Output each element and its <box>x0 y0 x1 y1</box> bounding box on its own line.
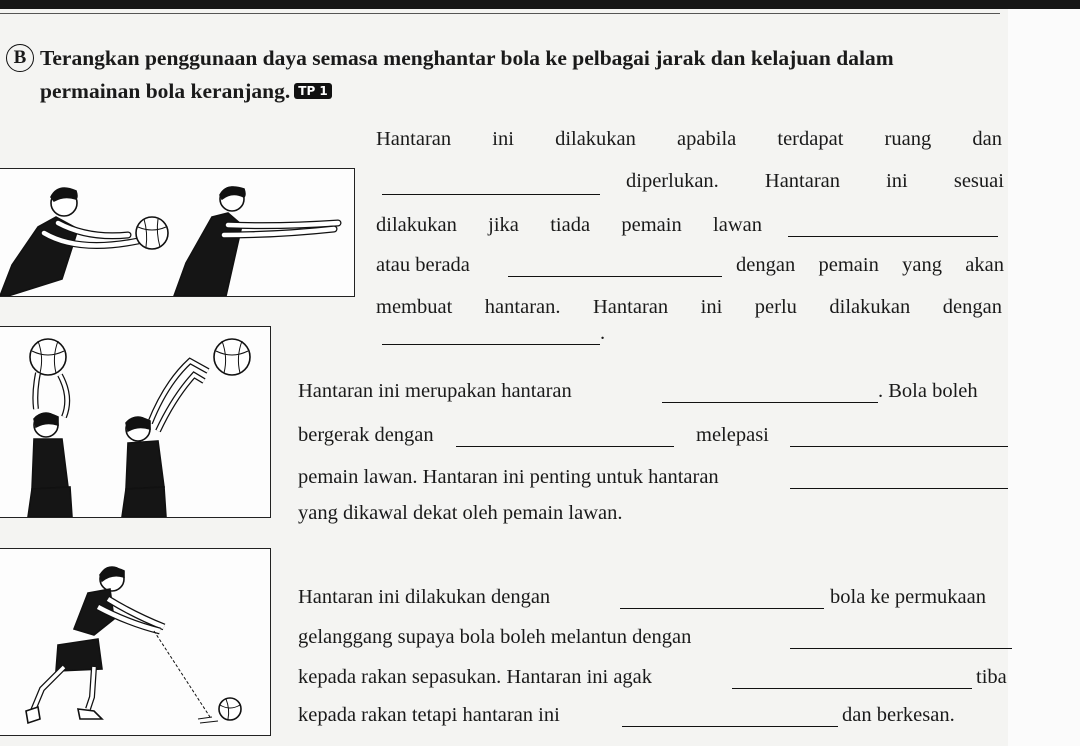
overhead-pass-illustration <box>0 326 271 518</box>
question-heading <box>13 42 1010 108</box>
question-letter: B <box>6 44 34 72</box>
top-dark-bar <box>0 0 1080 9</box>
section-1-text: Hantaran ini dilakukan apabila terdapat ruang dan diperlukan. Hantaran ini sesuai dilakukan jika tiada pemain lawan atau berada dengan pemain yang akan membuat hantaran. Hantaran ini perlu dilakukan dengan . <box>376 128 1004 344</box>
section-2-text: Hantaran ini merupakan hantaran . Bola boleh bergerak dengan melepasi pemain lawan. Hantaran ini penting untuk hantaran yang dikawal dekat oleh pemain lawan. <box>298 380 1010 530</box>
section-3-text: Hantaran ini dilakukan dengan bola ke permukaan gelanggang supaya bola boleh melantun dengan kepada rakan sepasukan. Hantaran ini agak tiba kepada rakan tetapi hantaran ini dan berkesan. <box>298 586 1012 736</box>
blank-10[interactable] <box>790 630 1012 649</box>
chest-pass-figures <box>0 169 354 296</box>
blank-6[interactable] <box>456 428 674 447</box>
question-line-1: Terangkan penggunaan daya semasa menghantar bola ke pelbagai jarak dan kelajuan dalam <box>40 46 894 70</box>
tp-badge: TP 1 <box>294 83 332 99</box>
bounce-pass-figures <box>0 549 270 735</box>
blank-1[interactable] <box>382 176 600 195</box>
blank-11[interactable] <box>732 670 972 689</box>
blank-3[interactable] <box>508 258 722 277</box>
blank-12[interactable] <box>622 708 838 727</box>
chest-pass-illustration <box>0 168 355 297</box>
s1-line-5: membuat hantaran. Hantaran ini perlu dilakukan dengan <box>376 296 1002 318</box>
blank-4[interactable] <box>382 326 600 345</box>
blank-9[interactable] <box>620 590 824 609</box>
blank-8[interactable] <box>790 470 1008 489</box>
blank-7[interactable] <box>790 428 1008 447</box>
overhead-pass-figures <box>0 327 270 517</box>
s2-line-4: yang dikawal dekat oleh pemain lawan. <box>298 502 623 524</box>
top-rule <box>0 9 1000 14</box>
blank-5[interactable] <box>662 384 878 403</box>
question-line-2: permainan bola keranjang. <box>40 79 291 103</box>
bounce-pass-illustration <box>0 548 271 736</box>
s1-line-1: Hantaran ini dilakukan apabila terdapat ruang dan <box>376 128 1002 150</box>
page-edge <box>1008 9 1080 746</box>
blank-2[interactable] <box>788 218 998 237</box>
